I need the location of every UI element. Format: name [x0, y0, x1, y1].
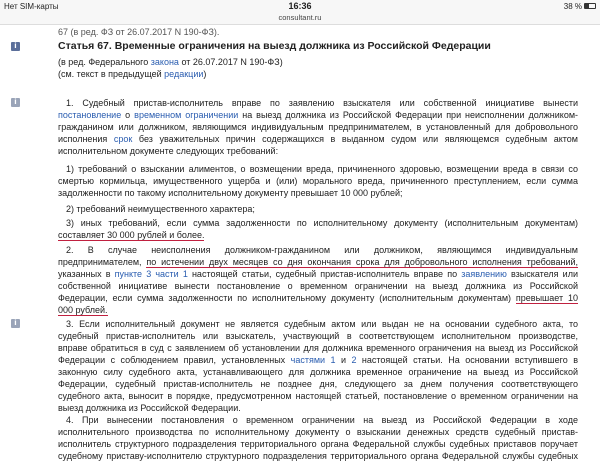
url-text: consultant.ru [278, 13, 322, 22]
edition-note: (в ред. Федерального закона от 26.07.2017 N 190-ФЗ) [58, 57, 283, 67]
info-icon[interactable]: i [11, 319, 20, 328]
top-line: 67 (в ред. ФЗ от 26.07.2017 N 190-ФЗ). [58, 27, 220, 37]
application-link[interactable]: заявлению [461, 269, 507, 279]
paragraph-1-2: 2) требований неимущественного характера; [66, 204, 255, 214]
term-link[interactable]: срок [113, 134, 133, 144]
article-title: Статья 67. Временные ограничения на выезд должника из Российской Федерации [58, 40, 491, 52]
paragraph-1-1: 1) требований о взыскании алиментов, о возмещении вреда, причиненного здоровью, возмещении вреда в связи со смертью кормильца, имущественного ущерба и (или) морального вреда, причиненного преступлением, если сумма задолженности по такому исполнительному документу превышает 10 000 рублей; [58, 164, 578, 198]
info-icon[interactable]: i [11, 98, 20, 107]
parts-1-link[interactable]: частями 1 [290, 355, 336, 365]
highlight-two-months: по истечении двух месяцев со дня окончания срока для добровольного исполнения требований, [146, 257, 578, 267]
info-icon[interactable]: i [11, 42, 20, 51]
carrier-label: Нет SIM-карты [4, 2, 59, 11]
temp-restriction-link[interactable]: временном ограничении [134, 110, 239, 120]
highlight-exceeds-10: превышает 10 [515, 293, 578, 303]
clock: 16:36 [288, 1, 312, 11]
see-text-note: (см. текст в предыдущей редакции) [58, 69, 207, 79]
address-bar[interactable] [0, 13, 600, 25]
resolution-link[interactable]: постановление [58, 110, 122, 120]
paragraph-2: 2. В случае неисполнения должником-гражданином или должником, являющимся индивидуальным предпринимателем, по истечении двух месяцев со дня окончания срока для добровольного исполнения требований, указанных в пункте 3 части 1 настоящей статьи, судебный пристав-исполнитель вправе по заявлению взыскателя или собственной инициативе вынести постановление о временном ограничении на выезд должника из Российской Федерации, если сумма задолженности по исполнительному документу (исполнительным документам) превышает 10 000 рублей. [58, 245, 578, 315]
edition-law-link[interactable]: закона [150, 57, 179, 67]
highlight-000-rub: 000 рублей. [58, 305, 108, 315]
item-3-part-1-link[interactable]: пункте 3 части 1 [114, 269, 188, 279]
part-2-link[interactable]: 2 [351, 355, 357, 365]
battery-percent: 38 % [563, 2, 582, 11]
paragraph-3: 3. Если исполнительный документ не является судебным актом или выдан не на основании судебного акта, то судебный пристав-исполнитель или взыскатель, участвующий в соответствующем исполнительном производстве, вправе обратиться в суд с заявлением об установлении для должника временного ограничения на выезд из Российской Федерации с соблюдением правил, установленных частями 1 и 2 настоящей статьи. На основании вступившего в законную силу судебного акта, устанавливающего для должника временное ограничение на выезд из Российской Федерации, судебный пристав-исполнитель не позднее дня, следующего за днем получения соответствующего судебного акта, выносит в порядке, предусмотренном настоящей статьей, постановление о временном ограничении на выезд должника из Российской Федерации. [58, 319, 578, 413]
paragraph-1-3: 3) иных требований, если сумма задолженности по исполнительному документу (исполнительным документам) составляет 30 000 рублей и более. [58, 218, 578, 240]
battery-icon [584, 3, 596, 9]
previous-edition-link[interactable]: редакции [164, 69, 204, 79]
status-bar [0, 0, 600, 13]
highlight-30000: составляет 30 000 рублей и более. [58, 230, 205, 240]
paragraph-4: 4. При вынесении постановления о временном ограничении на выезд из Российской Федерации в ходе исполнительного производства по исполнительному документу о взыскании денежных средств судебный пристав- исполнитель структурного подразделения территориального органа Федеральной службы судебных приставов поручает судебному приставу-исполнителю структурного подразделения территориального органа Федеральной службы судебных [58, 415, 578, 461]
paragraph-1: 1. Судебный пристав-исполнитель вправе по заявлению взыскателя или собственной инициативе вынести постановление о временном ограничении на выезд должника из Российской Федерации при неисполнении должником- гражданином или должником, являющимся индивидуальным предпринимателем, в установленный для добровольного исполнения срок без уважительных причин содержащихся в выданном судом или являющемся судебным актом исполнительном документе следующих требований: [58, 98, 579, 156]
